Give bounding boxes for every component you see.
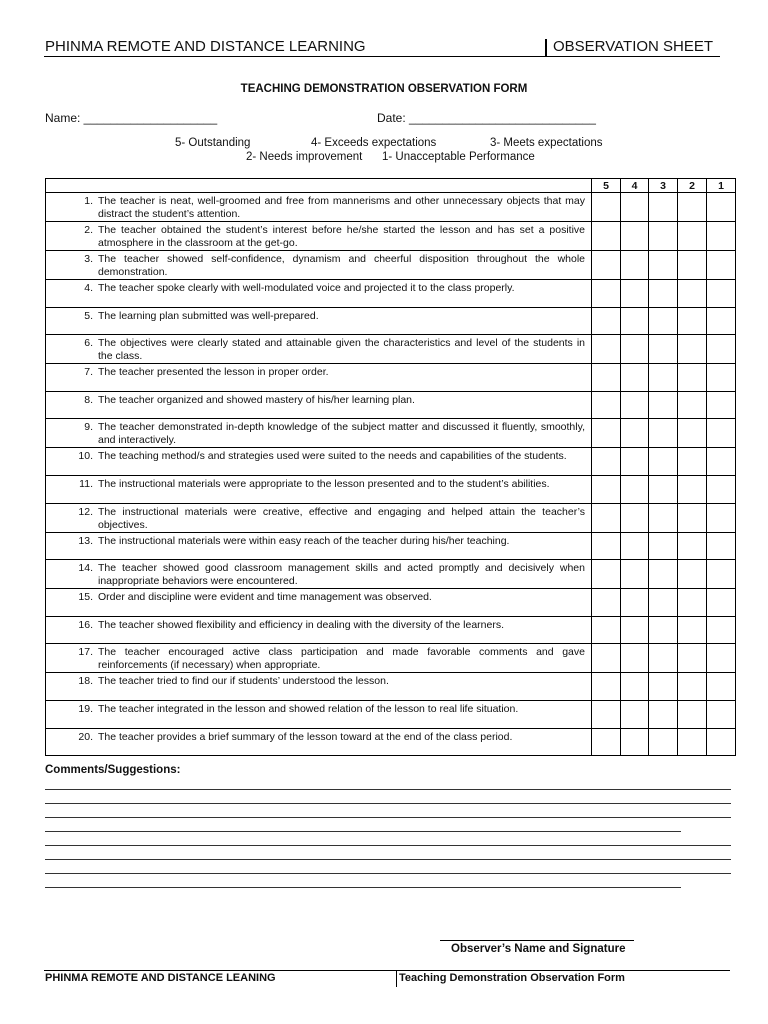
criterion-cell bbox=[46, 193, 592, 222]
rating-cell[interactable] bbox=[621, 419, 649, 448]
criterion-cell bbox=[46, 728, 592, 756]
rating-cell[interactable] bbox=[592, 364, 621, 392]
rating-cell[interactable] bbox=[678, 251, 707, 280]
criterion-number: 4. bbox=[84, 282, 93, 294]
rating-cell[interactable] bbox=[621, 335, 649, 364]
criterion-text: The teacher showed flexibility and efficiency in dealing with the diversity of the learners. bbox=[98, 618, 505, 631]
rating-cell[interactable] bbox=[649, 193, 678, 222]
rating-cell[interactable] bbox=[592, 644, 621, 673]
rating-cell[interactable] bbox=[707, 251, 736, 280]
footer-divider bbox=[396, 971, 397, 987]
date-field[interactable]: Date: ____________________________ bbox=[377, 111, 596, 125]
rating-cell[interactable] bbox=[707, 728, 736, 756]
rating-cell[interactable] bbox=[649, 616, 678, 644]
rating-cell[interactable] bbox=[678, 728, 707, 756]
criterion-cell bbox=[46, 280, 592, 308]
table-row bbox=[46, 193, 736, 222]
comment-line[interactable] bbox=[45, 887, 681, 888]
criterion-number: 12. bbox=[78, 505, 93, 518]
header-institution: PHINMA REMOTE AND DISTANCE LEARNING bbox=[45, 38, 366, 55]
criterion-cell bbox=[46, 307, 592, 335]
rating-cell[interactable] bbox=[592, 335, 621, 364]
criterion-cell bbox=[46, 616, 592, 644]
rating-column-header: 3 bbox=[649, 179, 678, 193]
table-row bbox=[46, 475, 736, 503]
footer-rule bbox=[44, 970, 730, 971]
rating-cell[interactable] bbox=[621, 193, 649, 222]
table-row bbox=[46, 222, 736, 251]
rating-cell[interactable] bbox=[621, 503, 649, 532]
criterion-cell bbox=[46, 475, 592, 503]
table-row bbox=[46, 280, 736, 308]
rating-cell[interactable] bbox=[649, 419, 678, 448]
rating-cell[interactable] bbox=[678, 419, 707, 448]
footer-institution: PHINMA REMOTE AND DISTANCE LEANING bbox=[45, 972, 276, 984]
signature-line[interactable] bbox=[440, 940, 634, 941]
rating-cell[interactable] bbox=[592, 728, 621, 756]
comment-line[interactable] bbox=[45, 817, 731, 818]
table-row bbox=[46, 700, 736, 728]
table-row bbox=[46, 335, 736, 364]
rating-cell[interactable] bbox=[649, 728, 678, 756]
rating-column-header: 4 bbox=[621, 179, 649, 193]
criterion-number: 13. bbox=[78, 534, 93, 547]
criterion-cell bbox=[46, 700, 592, 728]
criterion-text: The teacher tried to find our if students’ understood the lesson. bbox=[98, 675, 389, 688]
rating-cell[interactable] bbox=[621, 364, 649, 392]
criterion-text: The instructional materials were within easy reach of the teacher during his/her teaching. bbox=[98, 534, 510, 547]
criterion-number: 17. bbox=[78, 646, 93, 659]
rating-cell[interactable] bbox=[678, 475, 707, 503]
rating-cell[interactable] bbox=[707, 193, 736, 222]
form-title: TEACHING DEMONSTRATION OBSERVATION FORM bbox=[240, 83, 528, 95]
comment-line[interactable] bbox=[45, 873, 731, 874]
rating-cell[interactable] bbox=[621, 728, 649, 756]
table-row bbox=[46, 391, 736, 419]
criterion-text: The instructional materials were creative, effective and engaging and helped attain the teacher’s objectives. bbox=[98, 505, 585, 531]
table-row bbox=[46, 616, 736, 644]
rating-cell[interactable] bbox=[678, 589, 707, 617]
rating-cell[interactable] bbox=[678, 673, 707, 701]
rating-cell[interactable] bbox=[621, 475, 649, 503]
rating-cell[interactable] bbox=[649, 589, 678, 617]
rating-cell[interactable] bbox=[678, 364, 707, 392]
rating-cell[interactable] bbox=[592, 222, 621, 251]
criterion-text: The teacher organized and showed mastery of his/her learning plan. bbox=[98, 393, 415, 406]
criterion-text: The teacher spoke clearly with well-modulated voice and projected it to the class properly. bbox=[98, 282, 515, 294]
comment-line[interactable] bbox=[45, 831, 681, 832]
criterion-text: Order and discipline were evident and time management was observed. bbox=[98, 591, 432, 604]
rating-cell[interactable] bbox=[592, 251, 621, 280]
rating-column-header: 1 bbox=[707, 179, 736, 193]
rating-cell[interactable] bbox=[707, 280, 736, 308]
rating-cell[interactable] bbox=[592, 280, 621, 308]
rating-cell[interactable] bbox=[707, 364, 736, 392]
rating-cell[interactable] bbox=[592, 532, 621, 560]
rating-cell[interactable] bbox=[621, 448, 649, 476]
rating-cell[interactable] bbox=[678, 448, 707, 476]
rating-cell[interactable] bbox=[678, 391, 707, 419]
rating-cell[interactable] bbox=[707, 335, 736, 364]
rating-cell[interactable] bbox=[649, 364, 678, 392]
rating-cell[interactable] bbox=[678, 560, 707, 589]
rating-cell[interactable] bbox=[649, 560, 678, 589]
rating-column-header: 2 bbox=[678, 179, 707, 193]
criterion-number: 10. bbox=[78, 450, 93, 463]
table-row bbox=[46, 307, 736, 335]
rating-cell[interactable] bbox=[592, 391, 621, 419]
rating-cell[interactable] bbox=[592, 616, 621, 644]
rating-cell[interactable] bbox=[621, 700, 649, 728]
criterion-number: 1. bbox=[84, 195, 93, 207]
criterion-text: The objectives were clearly stated and attainable given the characteristics and level of the students in the class. bbox=[98, 337, 585, 363]
table-row bbox=[46, 419, 736, 448]
criterion-text: The teacher obtained the student’s interest before he/she started the lesson and has set a positive atmosphere in the classroom at the get-go. bbox=[98, 224, 585, 249]
criterion-number: 5. bbox=[84, 309, 93, 322]
name-field[interactable]: Name: ____________________ bbox=[45, 111, 218, 125]
rating-cell[interactable] bbox=[649, 280, 678, 308]
criterion-cell bbox=[46, 251, 592, 280]
criterion-number: 14. bbox=[78, 562, 93, 575]
rating-cell[interactable] bbox=[678, 335, 707, 364]
table-row bbox=[46, 728, 736, 756]
rating-cell[interactable] bbox=[621, 560, 649, 589]
criterion-number: 9. bbox=[84, 421, 93, 434]
rating-cell[interactable] bbox=[621, 280, 649, 308]
rating-cell[interactable] bbox=[592, 419, 621, 448]
rating-cell[interactable] bbox=[592, 307, 621, 335]
rating-cell[interactable] bbox=[649, 222, 678, 251]
criterion-text: The teacher showed good classroom management skills and acted promptly and decisively when inappropriate behaviors were encountered. bbox=[98, 562, 585, 588]
signature-label: Observer’s Name and Signature bbox=[451, 943, 626, 955]
criterion-number: 19. bbox=[78, 702, 93, 715]
rating-cell[interactable] bbox=[707, 532, 736, 560]
rating-cell[interactable] bbox=[678, 532, 707, 560]
criterion-cell bbox=[46, 364, 592, 392]
rating-cell[interactable] bbox=[649, 532, 678, 560]
rating-cell[interactable] bbox=[678, 193, 707, 222]
header-divider bbox=[545, 39, 547, 57]
criterion-number: 2. bbox=[84, 224, 93, 236]
rating-header-row bbox=[46, 179, 736, 193]
rating-cell[interactable] bbox=[707, 673, 736, 701]
rating-cell[interactable] bbox=[649, 251, 678, 280]
criterion-text: The teacher integrated in the lesson and showed relation of the lesson to real life situation. bbox=[98, 702, 519, 715]
criterion-text: The teaching method/s and strategies used were suited to the needs and capabilities of the students. bbox=[98, 450, 567, 463]
criterion-number: 8. bbox=[84, 393, 93, 406]
rating-cell[interactable] bbox=[649, 335, 678, 364]
comment-line[interactable] bbox=[45, 845, 731, 846]
rating-cell[interactable] bbox=[649, 673, 678, 701]
scale-3-label: 3- Meets expectations bbox=[490, 137, 603, 149]
table-row bbox=[46, 532, 736, 560]
rating-table bbox=[45, 178, 736, 756]
criterion-cell bbox=[46, 503, 592, 532]
criterion-cell bbox=[46, 222, 592, 251]
rating-cell[interactable] bbox=[592, 503, 621, 532]
table-row bbox=[46, 673, 736, 701]
rating-cell[interactable] bbox=[592, 475, 621, 503]
rating-cell[interactable] bbox=[621, 251, 649, 280]
rating-column-header: 5 bbox=[592, 179, 621, 193]
rating-cell[interactable] bbox=[707, 503, 736, 532]
rating-cell[interactable] bbox=[621, 673, 649, 701]
criterion-number: 20. bbox=[78, 730, 93, 743]
rating-cell[interactable] bbox=[592, 193, 621, 222]
rating-cell[interactable] bbox=[592, 448, 621, 476]
criterion-text: The teacher is neat, well-groomed and free from mannerisms and other unnecessary objects that may distract the student’s attention. bbox=[98, 195, 585, 220]
rating-cell[interactable] bbox=[649, 644, 678, 673]
criterion-number: 16. bbox=[78, 618, 93, 631]
rating-cell[interactable] bbox=[649, 391, 678, 419]
criterion-number: 6. bbox=[84, 337, 93, 350]
table-row bbox=[46, 589, 736, 617]
rating-cell[interactable] bbox=[621, 222, 649, 251]
rating-cell[interactable] bbox=[678, 644, 707, 673]
criterion-cell bbox=[46, 589, 592, 617]
rating-cell[interactable] bbox=[649, 503, 678, 532]
rating-cell[interactable] bbox=[707, 307, 736, 335]
rating-cell[interactable] bbox=[707, 616, 736, 644]
table-row bbox=[46, 503, 736, 532]
rating-cell[interactable] bbox=[649, 475, 678, 503]
rating-cell[interactable] bbox=[621, 616, 649, 644]
scale-2-label: 2- Needs improvement bbox=[246, 151, 363, 163]
criterion-cell bbox=[46, 335, 592, 364]
criteria-header bbox=[46, 179, 592, 193]
rating-cell[interactable] bbox=[707, 700, 736, 728]
rating-cell[interactable] bbox=[707, 475, 736, 503]
criterion-cell bbox=[46, 419, 592, 448]
criterion-text: The learning plan submitted was well-prepared. bbox=[98, 309, 319, 322]
comment-line[interactable] bbox=[45, 789, 731, 790]
criterion-cell bbox=[46, 448, 592, 476]
criterion-number: 7. bbox=[84, 366, 93, 379]
criterion-number: 15. bbox=[78, 591, 93, 604]
header-rule bbox=[44, 56, 720, 57]
rating-cell[interactable] bbox=[592, 560, 621, 589]
criterion-number: 3. bbox=[84, 253, 93, 265]
comment-line[interactable] bbox=[45, 803, 731, 804]
rating-cell[interactable] bbox=[707, 589, 736, 617]
rating-cell[interactable] bbox=[592, 700, 621, 728]
footer-form-name: Teaching Demonstration Observation Form bbox=[399, 972, 625, 984]
rating-cell[interactable] bbox=[649, 307, 678, 335]
criterion-cell bbox=[46, 644, 592, 673]
criterion-text: The instructional materials were appropriate to the lesson presented and to the student’s abilities. bbox=[98, 477, 550, 490]
rating-cell[interactable] bbox=[707, 391, 736, 419]
rating-cell[interactable] bbox=[678, 616, 707, 644]
header-sheet-label: OBSERVATION SHEET bbox=[553, 38, 714, 55]
rating-cell[interactable] bbox=[649, 700, 678, 728]
table-row bbox=[46, 644, 736, 673]
criterion-text: The teacher encouraged active class participation and made favorable comments and gave reinforcements (if necessary) when appropriate. bbox=[98, 646, 585, 672]
rating-cell[interactable] bbox=[621, 391, 649, 419]
criterion-text: The teacher provides a brief summary of the lesson toward at the end of the class period. bbox=[98, 730, 513, 743]
criterion-text: The teacher showed self-confidence, dynamism and cheerful disposition throughout the whole demonstration. bbox=[98, 253, 585, 278]
comments-label: Comments/Suggestions: bbox=[45, 764, 181, 776]
rating-cell[interactable] bbox=[621, 532, 649, 560]
rating-cell[interactable] bbox=[678, 700, 707, 728]
rating-cell[interactable] bbox=[678, 307, 707, 335]
criterion-number: 18. bbox=[78, 675, 93, 688]
rating-cell[interactable] bbox=[592, 589, 621, 617]
table-row bbox=[46, 364, 736, 392]
rating-cell[interactable] bbox=[678, 503, 707, 532]
comment-line[interactable] bbox=[45, 859, 731, 860]
rating-cell[interactable] bbox=[678, 280, 707, 308]
criterion-number: 11. bbox=[79, 477, 93, 490]
rating-cell[interactable] bbox=[649, 448, 678, 476]
rating-cell[interactable] bbox=[707, 560, 736, 589]
scale-4-label: 4- Exceeds expectations bbox=[311, 137, 437, 149]
rating-cell[interactable] bbox=[707, 419, 736, 448]
scale-1-label: 1- Unacceptable Performance bbox=[382, 151, 535, 163]
rating-cell[interactable] bbox=[707, 448, 736, 476]
table-row bbox=[46, 251, 736, 280]
rating-cell[interactable] bbox=[707, 644, 736, 673]
criterion-cell bbox=[46, 673, 592, 701]
criterion-cell bbox=[46, 560, 592, 589]
rating-cell[interactable] bbox=[621, 644, 649, 673]
table-row bbox=[46, 448, 736, 476]
rating-cell[interactable] bbox=[678, 222, 707, 251]
criterion-cell bbox=[46, 391, 592, 419]
criterion-cell bbox=[46, 532, 592, 560]
rating-cell[interactable] bbox=[707, 222, 736, 251]
rating-cell[interactable] bbox=[592, 673, 621, 701]
criterion-text: The teacher presented the lesson in proper order. bbox=[98, 366, 329, 379]
rating-cell[interactable] bbox=[621, 589, 649, 617]
criterion-text: The teacher demonstrated in-depth knowledge of the subject matter and discussed it fluently, smoothly, and interactively. bbox=[98, 421, 585, 447]
scale-5-label: 5- Outstanding bbox=[175, 137, 251, 149]
rating-cell[interactable] bbox=[621, 307, 649, 335]
table-row bbox=[46, 560, 736, 589]
